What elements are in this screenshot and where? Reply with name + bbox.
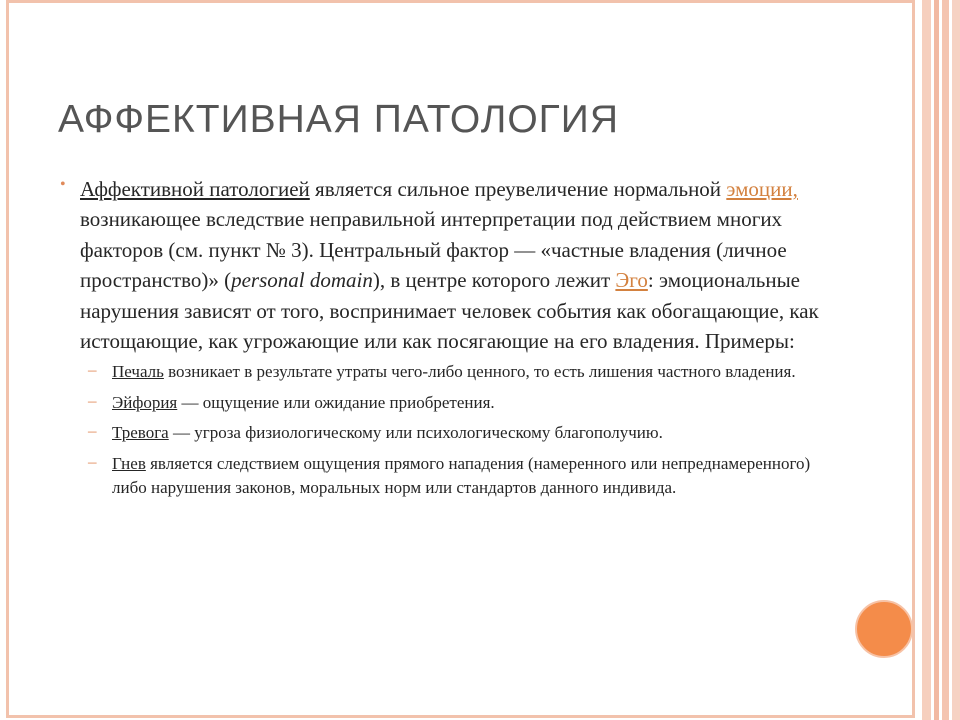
text-part: : эмоциональные нарушения зависят от того, воспринимает человек события как обогащающие, как истощающие, как угрожающие или как посягающие на его владения. Примеры: — [80, 268, 819, 354]
italic-personal-domain: personal domain — [231, 268, 373, 293]
decorative-circle — [855, 600, 913, 658]
example-term: Эйфория — [112, 392, 178, 412]
dash-icon: – — [88, 451, 97, 471]
examples-list — [60, 360, 830, 501]
decorative-stripe — [952, 0, 960, 720]
dash-icon: – — [88, 390, 97, 410]
dash-icon: – — [88, 360, 97, 380]
main-paragraph — [80, 174, 830, 356]
link-emotion[interactable]: эмоции, — [726, 177, 798, 201]
example-text: — угроза физиологическому или психологическому благополучию. — [168, 423, 663, 443]
main-bullet — [60, 174, 830, 356]
example-term: Гнев — [112, 453, 146, 473]
example-item — [60, 360, 830, 385]
decorative-stripe — [942, 0, 949, 720]
example-text: является следствием ощущения прямого нападения (намеренного или непреднамеренного) либо нарушения законов, моральных норм или стандартов данного индивида. — [112, 453, 811, 498]
text-part: является сильное преувеличение нормальной — [309, 177, 727, 201]
example-text: — ощущение или ожидание приобретения. — [177, 392, 495, 412]
decorative-stripe — [922, 0, 931, 720]
slide-title: АФФЕКТИВНАЯ ПАТОЛОГИЯ — [58, 98, 620, 141]
bullet-icon: • — [60, 176, 66, 193]
slide-body — [60, 174, 830, 501]
example-term: Тревога — [112, 423, 169, 443]
decorative-stripe — [934, 0, 939, 720]
example-item — [60, 452, 830, 501]
dash-icon: – — [88, 421, 97, 441]
example-item — [60, 391, 830, 416]
text-part: ), в центре которого лежит — [372, 268, 616, 293]
term-affective-pathology: Аффективной патологией — [80, 177, 310, 201]
example-item — [60, 421, 830, 446]
example-text: возникает в результате утраты чего-либо ценного, то есть лишения частного владения. — [163, 362, 796, 382]
text-part: возникающее вследствие неправильной интерпретации под действием многих факторов (см. пункт № 3). Центральный фактор — «частные владения (личное пространство)» ( — [80, 207, 787, 293]
example-term: Печаль — [112, 362, 164, 382]
link-ego[interactable]: Эго — [615, 268, 648, 293]
